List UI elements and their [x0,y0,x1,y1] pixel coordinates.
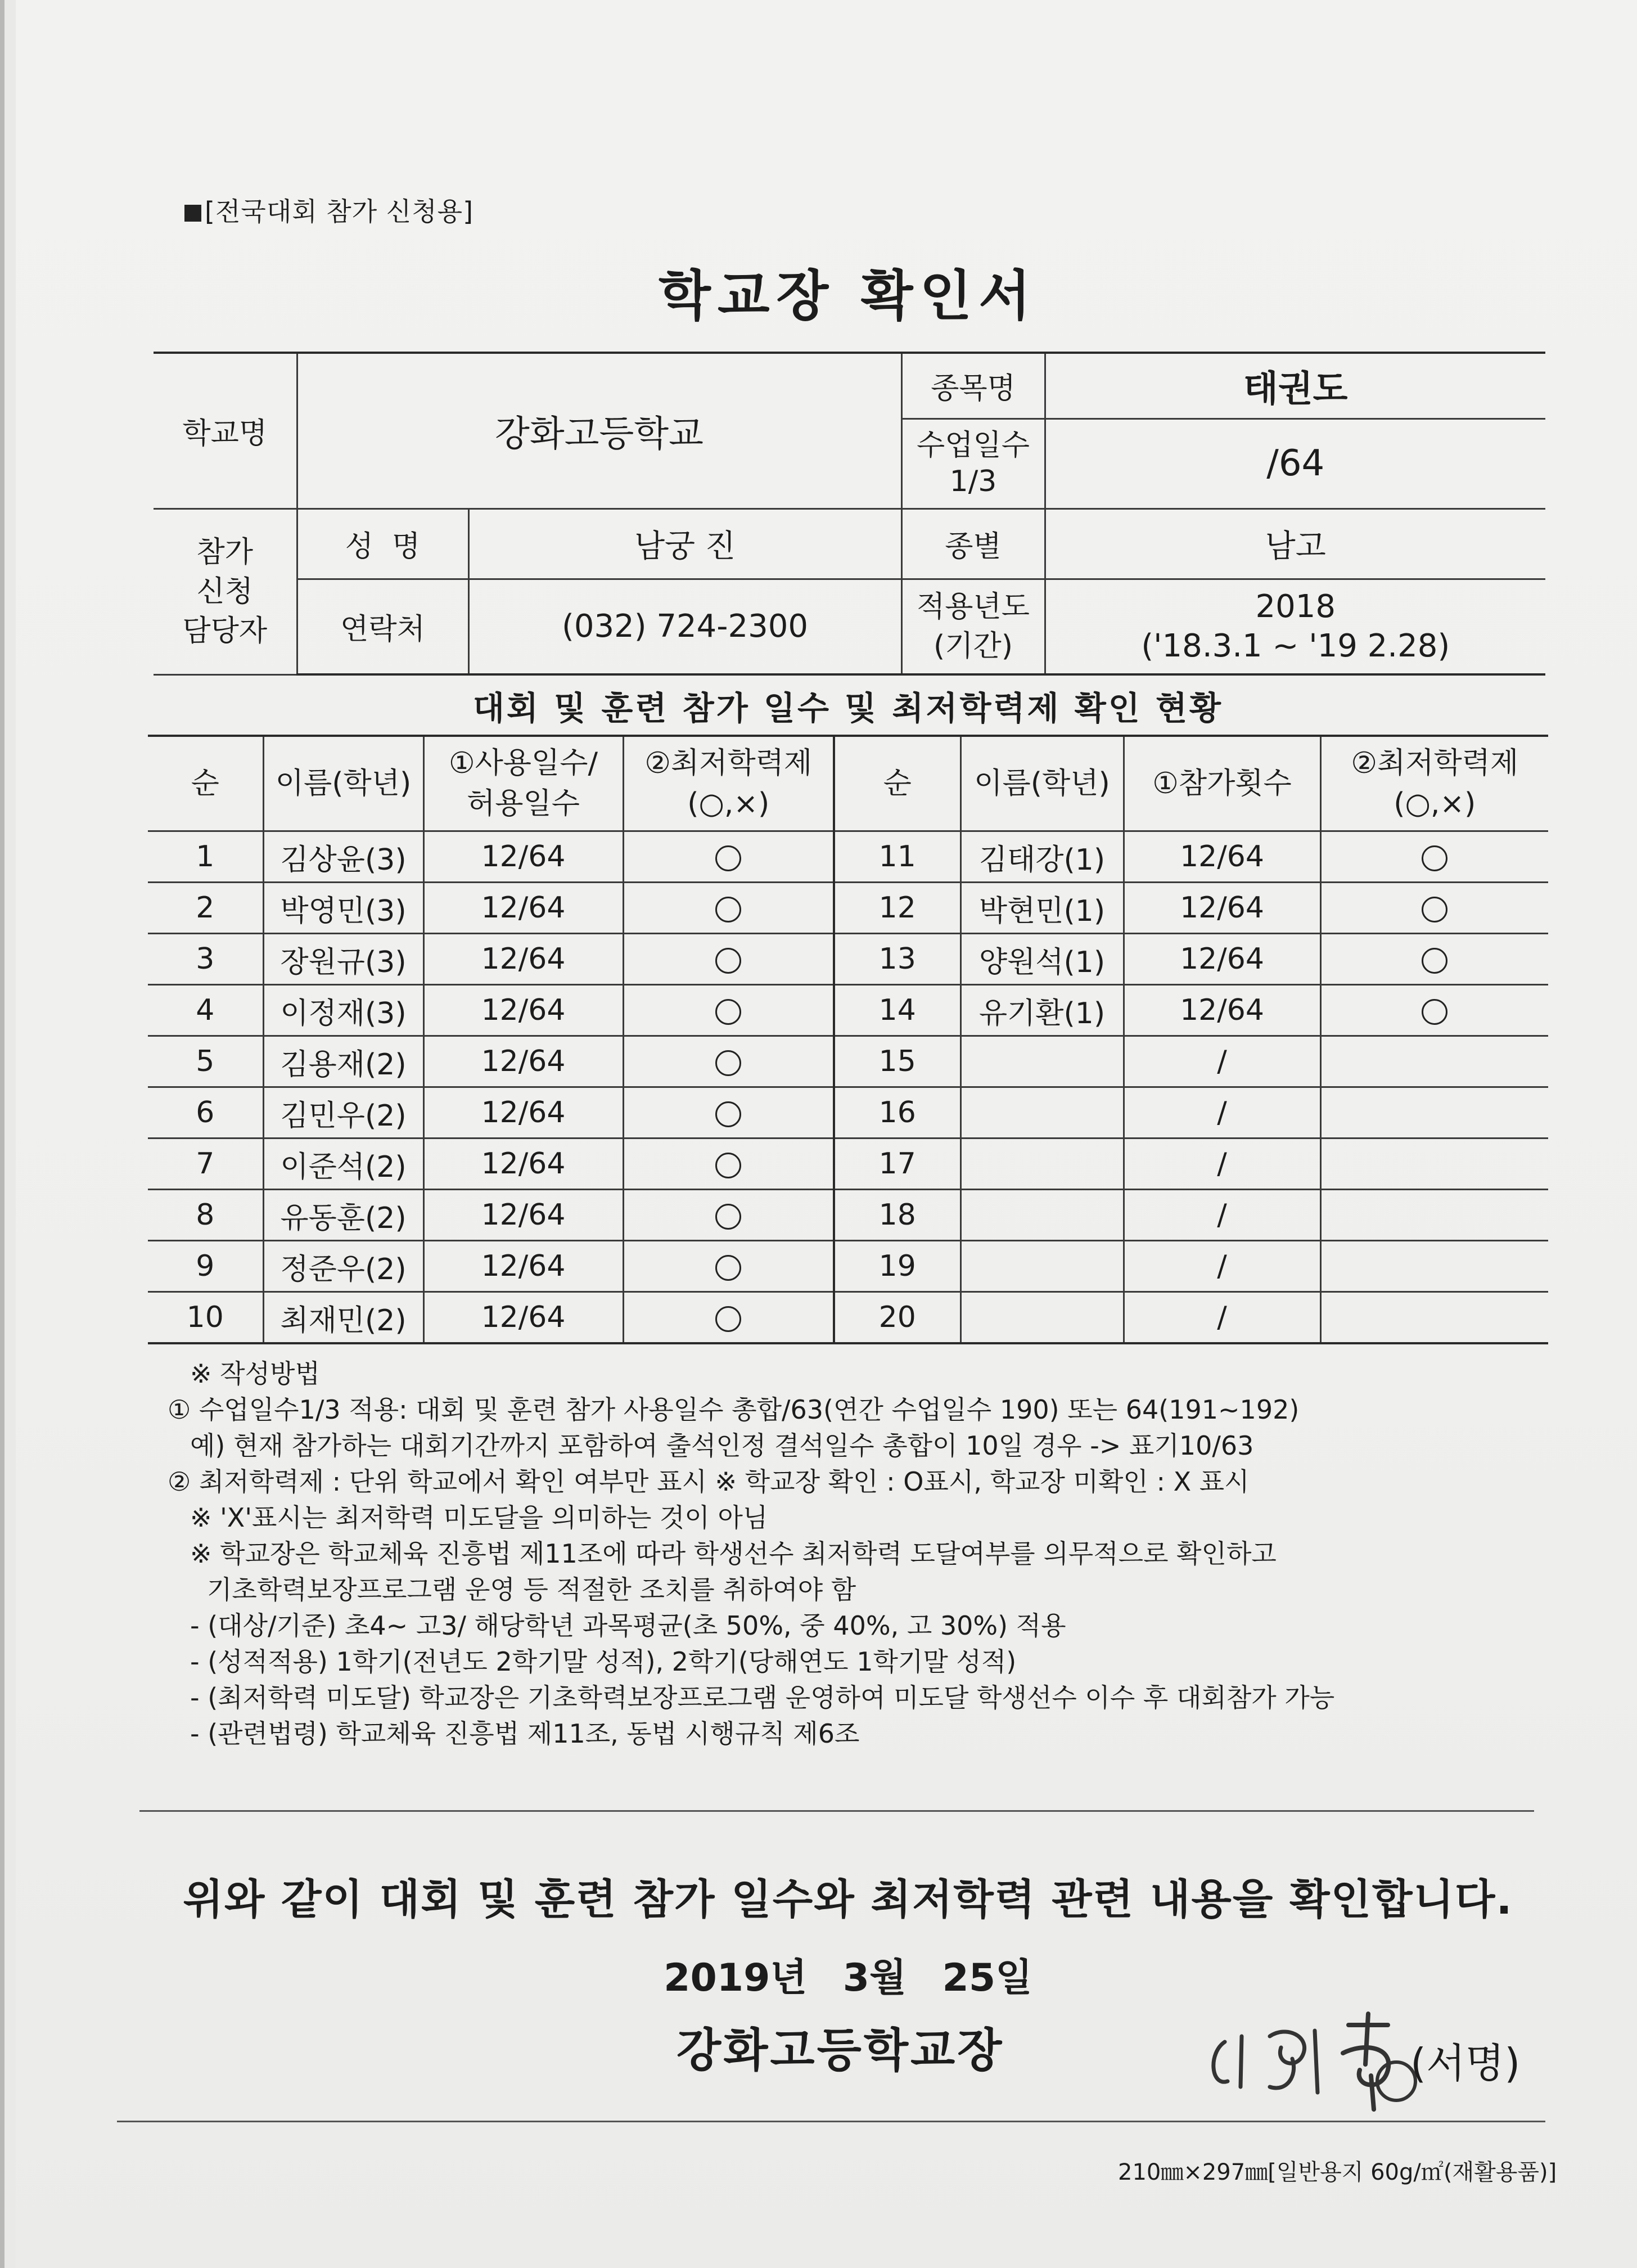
row-no-right: 20 [834,1292,960,1344]
form-tag-text: [전국대회 참가 신청용] [205,196,474,227]
row-no-right: 13 [834,934,960,985]
used-days: 12/64 [423,1190,623,1241]
col-min-grade: ②최저학력제 (○,×) [623,736,834,831]
class-days-value: /64 [1045,418,1545,508]
note-item: - (최저학력 미도달) 학교장은 기초학력보장프로그램 운영하여 미도달 학생선수 이수 후 대회참가 가능 [190,1682,1335,1713]
school-name: 강화고등학교 [297,353,901,508]
min-grade-mark-right [1320,1190,1548,1241]
student-name-right: 양원석(1) [960,934,1124,985]
contact-value: (032) 724-2300 [468,579,901,674]
min-grade-mark-right [1320,1241,1548,1292]
col-no: 순 [148,736,263,831]
note-item: 기초학력보장프로그램 운영 등 적절한 조치를 취하여야 함 [207,1574,856,1605]
circle-mark-icon [715,897,741,922]
row-no-right: 11 [834,831,960,883]
type-value: 남고 [1045,508,1545,579]
min-grade-mark-right [1320,883,1548,934]
row-no: 3 [148,934,263,985]
participation-count: 12/64 [1124,831,1320,883]
sport-value: 태권도 [1045,353,1545,418]
min-grade-mark [623,1190,834,1241]
student-name: 유동훈(2) [263,1190,423,1241]
document-sheet [16,0,1637,2268]
confirm-text: 위와 같이 대회 및 훈련 참가 일수와 최저학력 관련 내용을 확인합니다. [183,1875,1513,1924]
used-days: 12/64 [423,1138,623,1190]
student-name: 최재민(2) [263,1292,423,1344]
circle-mark-icon [715,1255,741,1281]
row-no-right: 16 [834,1087,960,1138]
row-no: 8 [148,1190,263,1241]
student-name: 이정재(3) [263,985,423,1036]
class-days-label: 수업일수 1/3 [901,418,1045,508]
table-row [148,1087,1548,1138]
student-name-right [960,1087,1124,1138]
circle-mark-icon [1422,897,1447,922]
note-item: ① 수업일수1/3 적용: 대회 및 훈련 참가 사용일수 총합/63(연간 수업일수 190) 또는 64(191~192) [168,1394,1300,1425]
circle-mark-icon [715,948,741,974]
note-item: - (대상/기준) 초4~ 고3/ 해당학년 과목평균(초 50%, 중 40%, 고 30%) 적용 [190,1610,1066,1641]
square-bullet-icon [184,205,201,222]
student-name: 김용재(2) [263,1036,423,1087]
col-days: ①사용일수/ 허용일수 [423,736,623,831]
participation-table [148,735,1548,1344]
student-name-right: 김태강(1) [960,831,1124,883]
row-no: 7 [148,1138,263,1190]
note-item: ※ 학교장은 학교체육 진흥법 제11조에 따라 학생선수 최저학력 도달여부를 의무적으로 확인하고 [190,1538,1277,1569]
min-grade-mark [623,883,834,934]
circle-mark-icon [715,1153,741,1178]
row-no: 1 [148,831,263,883]
type-label: 종별 [901,508,1045,579]
table-row [148,883,1548,934]
used-days: 12/64 [423,1241,623,1292]
document-title: 학교장 확인서 [659,264,1038,327]
min-grade-mark [623,1292,834,1344]
circle-mark-icon [715,1204,741,1230]
table-row [148,985,1548,1036]
min-grade-mark [623,934,834,985]
applicant-label: 참가 신청 담당자 [154,508,297,674]
student-name-right [960,1241,1124,1292]
used-days: 12/64 [423,883,623,934]
circle-mark-icon [715,1101,741,1127]
page-edge [0,0,4,2268]
name-label: 성 명 [297,508,468,579]
min-grade-mark [623,1087,834,1138]
note-item: ② 최저학력제 : 단위 학교에서 확인 여부만 표시 ※ 학교장 확인 : O표시, 학교장 미확인 : X 표시 [168,1466,1250,1497]
table-row [148,831,1548,883]
student-name-right: 박현민(1) [960,883,1124,934]
header-table [154,352,1545,676]
min-grade-mark-right [1320,934,1548,985]
student-name-right [960,1036,1124,1087]
student-name: 정준우(2) [263,1241,423,1292]
circle-mark-icon [715,1050,741,1076]
row-no: 2 [148,883,263,934]
min-grade-mark [623,1241,834,1292]
used-days: 12/64 [423,1292,623,1344]
row-no-right: 14 [834,985,960,1036]
used-days: 12/64 [423,985,623,1036]
row-no-right: 17 [834,1138,960,1190]
participation-count: / [1124,1292,1320,1344]
participation-count: / [1124,1138,1320,1190]
table-row [148,1138,1548,1190]
min-grade-mark [623,831,834,883]
used-days: 12/64 [423,831,623,883]
participation-count: / [1124,1241,1320,1292]
min-grade-mark-right [1320,1036,1548,1087]
row-no: 4 [148,985,263,1036]
principal-title: 강화고등학교장 [677,2024,1004,2077]
student-name-right [960,1292,1124,1344]
circle-mark-icon [1422,845,1447,871]
col-min-grade-right: ②최저학력제 (○,×) [1320,736,1548,831]
table-row [148,1292,1548,1344]
min-grade-mark [623,1036,834,1087]
participation-count: / [1124,1087,1320,1138]
student-name: 장원규(3) [263,934,423,985]
row-no-right: 18 [834,1190,960,1241]
note-item: - (성적적용) 1학기(전년도 2학기말 성적), 2학기(당해연도 1학기말 성적) [190,1646,1017,1677]
row-no: 9 [148,1241,263,1292]
row-no-right: 15 [834,1036,960,1087]
student-name-right [960,1138,1124,1190]
contact-label: 연락처 [297,579,468,674]
min-grade-mark-right [1320,985,1548,1036]
col-count-right: ①참가횟수 [1124,736,1320,831]
divider [139,1810,1534,1812]
circle-mark-icon [1422,948,1447,974]
note-item: ※ 'X'표시는 최저학력 미도달을 의미하는 것이 아님 [190,1502,768,1533]
row-no: 6 [148,1087,263,1138]
min-grade-mark-right [1320,1138,1548,1190]
col-name-right: 이름(학년) [960,736,1124,831]
table-row [148,1241,1548,1292]
circle-mark-icon [715,845,741,871]
min-grade-mark-right [1320,831,1548,883]
participation-count: / [1124,1190,1320,1241]
handwritten-signature [1202,2002,1438,2115]
sport-label: 종목명 [901,353,1045,418]
col-name: 이름(학년) [263,736,423,831]
circle-mark-icon [715,1306,741,1332]
participation-count: 12/64 [1124,934,1320,985]
school-label: 학교명 [154,353,297,508]
student-name-right: 유기환(1) [960,985,1124,1036]
row-no-right: 12 [834,883,960,934]
circle-mark-icon [1422,999,1447,1025]
student-name: 김민우(2) [263,1087,423,1138]
table-row [148,934,1548,985]
used-days: 12/64 [423,1087,623,1138]
table-row [148,1036,1548,1087]
year-value: 2018 ('18.3.1 ~ '19 2.28) [1045,579,1545,674]
notes-block [168,1356,1557,1752]
circle-mark-icon [715,999,741,1025]
signature-label: (서명) [1410,2040,1521,2087]
name-value: 남궁 진 [468,508,901,579]
section-title: 대회 및 훈련 참가 일수 및 최저학력제 확인 현황 [472,689,1224,727]
min-grade-mark [623,985,834,1036]
used-days: 12/64 [423,934,623,985]
form-tag [184,191,473,228]
col-no-right: 순 [834,736,960,831]
row-no: 5 [148,1036,263,1087]
year-label: 적용년도 (기간) [901,579,1045,674]
confirm-date: 2019년 3월 25일 [664,1956,1032,2000]
row-no-right: 19 [834,1241,960,1292]
student-name-right [960,1190,1124,1241]
note-item: 예) 현재 참가하는 대회기간까지 포함하여 출석인정 결석일수 총합이 10일 경우 -> 표기10/63 [190,1430,1254,1461]
participation-count: / [1124,1036,1320,1087]
min-grade-mark-right [1320,1087,1548,1138]
note-item: - (관련법령) 학교체육 진흥법 제11조, 동법 시행규칙 제6조 [190,1718,860,1749]
min-grade-mark [623,1138,834,1190]
footer-divider [117,2121,1545,2122]
participation-count: 12/64 [1124,883,1320,934]
table-row [148,1190,1548,1241]
paper-spec: 210㎜×297㎜[일반용지 60g/㎡(재활용품)] [1118,2159,1557,2185]
student-name: 박영민(3) [263,883,423,934]
student-name: 김상윤(3) [263,831,423,883]
participation-count: 12/64 [1124,985,1320,1036]
student-name: 이준석(2) [263,1138,423,1190]
notes-heading: ※ 작성방법 [190,1358,320,1389]
used-days: 12/64 [423,1036,623,1087]
row-no: 10 [148,1292,263,1344]
min-grade-mark-right [1320,1292,1548,1344]
